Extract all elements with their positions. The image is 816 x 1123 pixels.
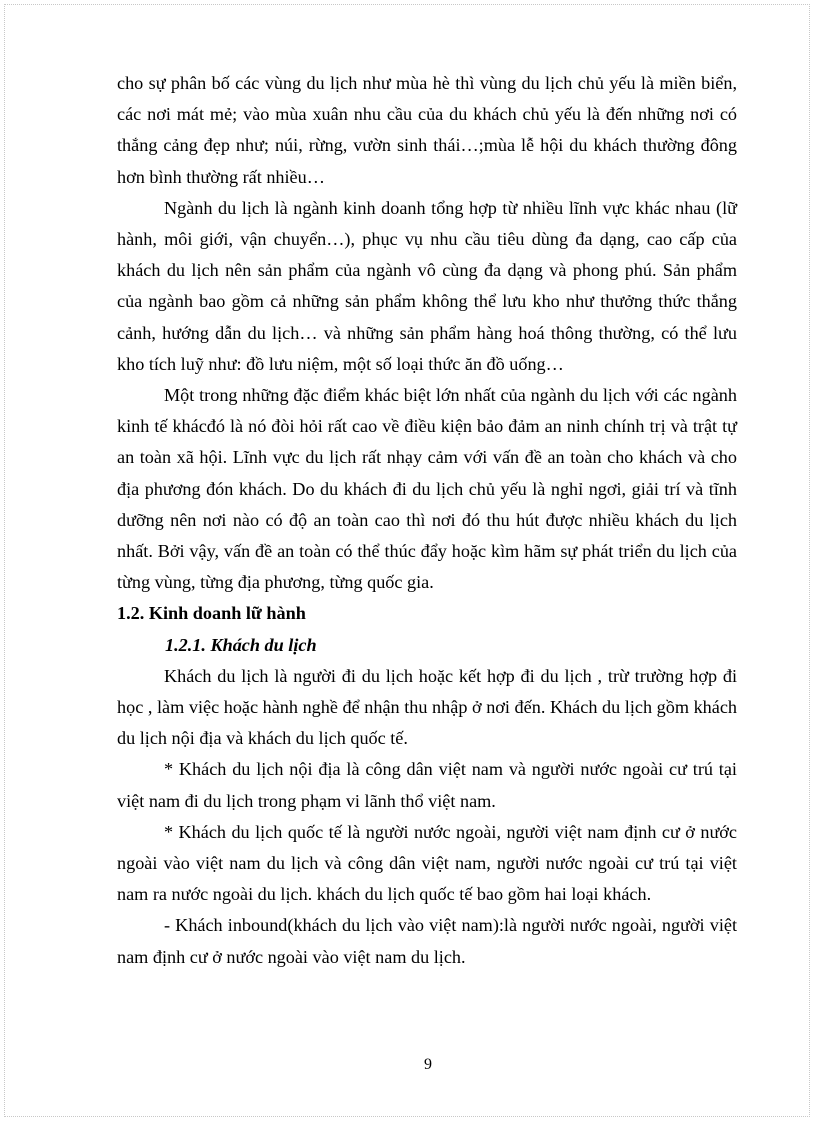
page-number: 9 [424, 1056, 432, 1073]
section-heading-tour-business: 1.2. Kinh doanh lữ hành [117, 603, 306, 624]
paragraph-tourist-definition: Khách du lịch là người đi du lịch hoặc kết hợp đi du lịch , trừ trường hợp đi học , làm việc hoặc hành nghề để nhận thu nhập ở nơi đến. Khách du lịch gồm khách du lịch nội địa và khách du lịch quốc tế. [117, 665, 737, 749]
paragraph-domestic-tourists: * Khách du lịch nội địa là công dân việt nam và người nước ngoài cư trú tại việt nam đi du lịch trong phạm vi lãnh thổ việt nam. [117, 759, 737, 811]
paragraph-security: Một trong những đặc điểm khác biệt lớn nhất của ngành du lịch với các ngành kinh tế khácđó là nó đòi hỏi rất cao về điều kiện bảo đảm an ninh chính trị và trật tự an toàn xã hội. Lĩnh vực du lịch rất nhạy cảm với vấn đề an toàn cho khách và cho địa phương đón khách. Do du khách đi du lịch chủ yếu là nghỉ ngơi, giải trí và tĩnh dưỡng nên nơi nào có độ an toàn cao thì nơi đó thu hút được nhiều khách du lịch nhất. Bởi vậy, vấn đề an toàn có thể thúc đẩy hoặc kìm hãm sự phát triển du lịch của từng vùng, từng địa phương, từng quốc gia. [117, 385, 737, 593]
paragraph-international-tourists: * Khách du lịch quốc tế là người nước ngoài, người việt nam định cư ở nước ngoài vào việt nam du lịch và công dân việt nam, người nước ngoài cư trú tại việt nam ra nước ngoài du lịch. khách du lịch quốc tế bao gồm hai loại khách. [117, 821, 737, 905]
subsection-heading-tourists: 1.2.1. Khách du lịch [165, 634, 317, 655]
paragraph-tourism-industry: Ngành du lịch là ngành kinh doanh tổng hợp từ nhiều lĩnh vực khác nhau (lữ hành, môi giới, vận chuyển…), phục vụ nhu cầu tiêu dùng đa dạng, cao cấp của khách du lịch nên sản phẩm của ngành vô cùng đa dạng và phong phú. Sản phẩm của ngành bao gồm cả những sản phẩm không thể lưu kho như thưởng thức thắng cảnh, hướng dẫn du lịch… và những sản phẩm hàng hoá thông thường, có thể lưu kho tích luỹ như: đồ lưu niệm, một số loại thức ăn đồ uống… [117, 197, 737, 374]
paragraph-inbound-tourists: - Khách inbound(khách du lịch vào việt nam):là người nước ngoài, người việt nam định cư ở nước ngoài vào việt nam du lịch. [117, 915, 737, 967]
paragraph-continued: cho sự phân bố các vùng du lịch như mùa hè thì vùng du lịch chủ yếu là miền biển, các nơi mát mẻ; vào mùa xuân nhu cầu của du khách chủ yếu là đến những nơi có thắng cảng đẹp như; núi, rừng, vườn sinh thái…;mùa lễ hội du khách thường đông hơn bình thường rất nhiều… [117, 73, 737, 187]
page-body [117, 68, 737, 973]
